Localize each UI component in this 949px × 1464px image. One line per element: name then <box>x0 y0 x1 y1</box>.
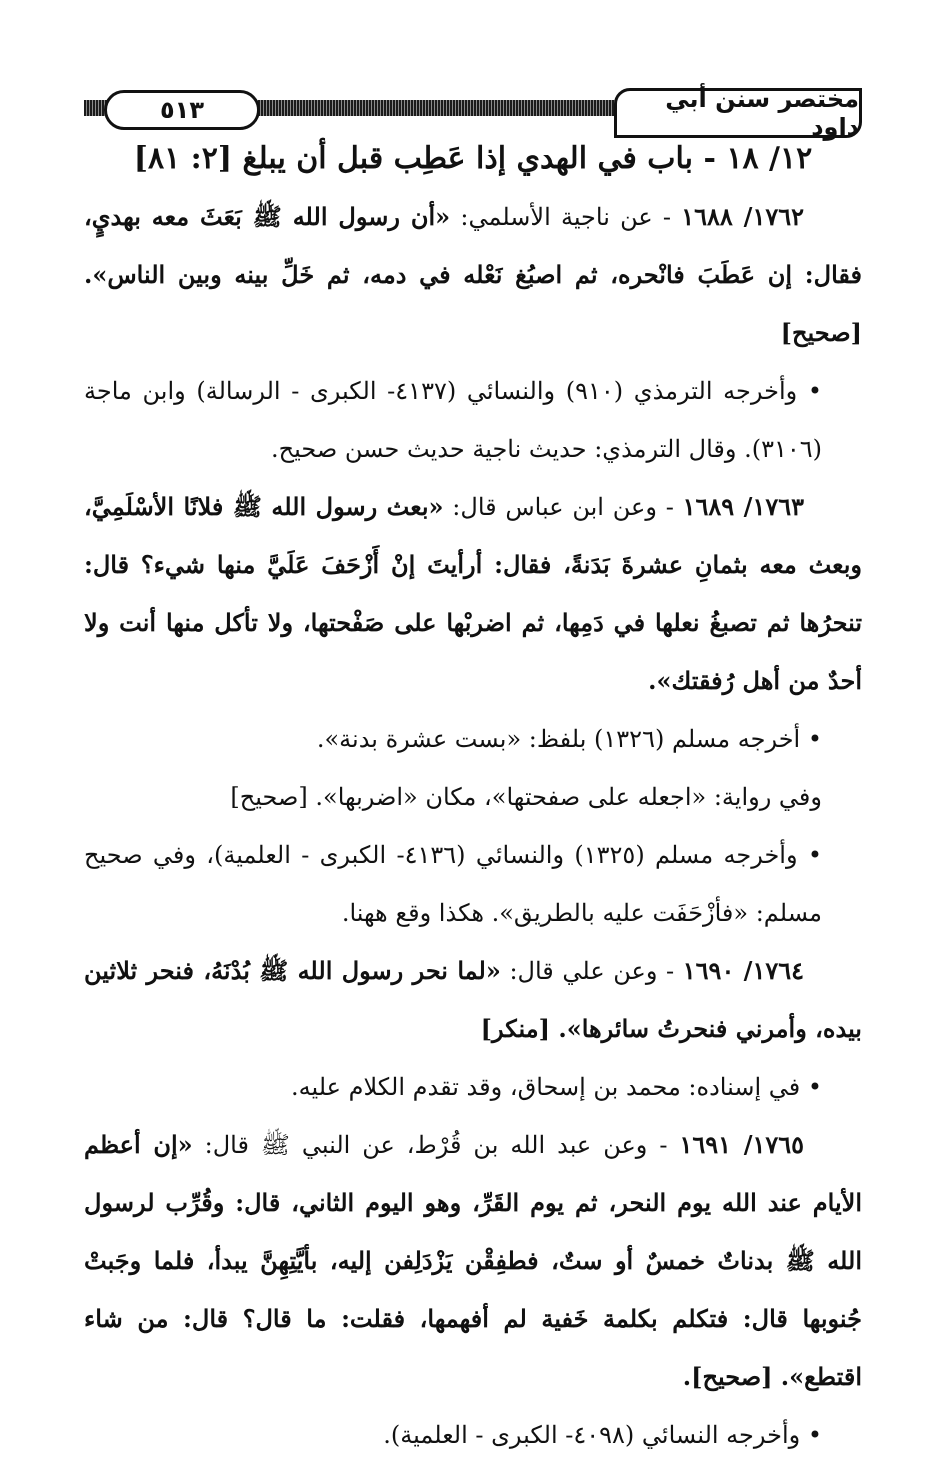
hadith-number: ١٧٦٥/ ١٦٩١ <box>679 1130 805 1159</box>
hadith-matn: «لما نحر رسول الله ﷺ بُدْنَهُ، فنحر ثلاثين بيده، وأمرني فنحرتُ سائرها». [منكر] <box>84 956 862 1043</box>
hadith-isnad: - وعن ابن عباس قال: <box>443 493 683 521</box>
hadith-note: • وأخرجه النسائي (٤٠٩٨- الكبرى - العلمية). <box>383 1421 822 1449</box>
book-title: مختصر سنن أبي داود <box>614 88 862 138</box>
page-number: ٥١٣ <box>104 90 260 130</box>
hadith-number: ١٧٦٣/ ١٦٨٩ <box>682 492 804 521</box>
hadith-number: ١٧٦٢/ ١٦٨٨ <box>681 202 805 231</box>
hadith-note: • أخرجه مسلم (١٣٢٦) بلفظ: «بست عشرة بدنة». <box>316 725 822 753</box>
hadith-note: • في إسناده: محمد بن إسحاق، وقد تقدم الكلام عليه. <box>290 1073 822 1101</box>
hadith-number: ١٧٦٤/ ١٦٩٠ <box>682 956 804 985</box>
page-body <box>84 134 862 1464</box>
hadith-1762 <box>84 188 862 362</box>
hadith-1763 <box>84 478 862 710</box>
hadith-1765 <box>84 1116 862 1406</box>
hadith-1764 <box>84 942 862 1058</box>
hadith-matn: «أن رسول الله ﷺ بَعَثَ معه بهديٍ، فقال: إن عَطَبَ فانْحره، ثم اصبُغ نَعْله في دمه، ثم خَلِّ بينه وبين الناس». [صحيح] <box>84 202 863 347</box>
hadith-note: • وأخرجه الترمذي (٩١٠) والنسائي (٤١٣٧- الكبرى - الرسالة) وابن ماجة (٣١٠٦). وقال الترمذي: حديث ناجية حديث حسن صحيح. <box>84 377 823 463</box>
hadith-isnad: - وعن عبد الله بن قُرْط، عن النبي ﷺ قال: <box>192 1131 680 1159</box>
chapter-heading: ١٢/ ١٨ - باب في الهدي إذا عَطِب قبل أن يبلغ [٢: ٨١] <box>133 141 813 176</box>
hadith-isnad: - وعن علي قال: <box>500 957 683 985</box>
hadith-note: وفي رواية: «اجعله على صفحتها»، مكان «اضربها». [صحيح] <box>230 783 822 811</box>
page-header <box>84 85 862 141</box>
hadith-isnad: - عن ناجية الأسلمي: <box>450 203 682 231</box>
hadith-matn: «بعث رسول الله ﷺ فلانًا الأسْلَمِيَّ، وبعث معه بثمانِ عشرةَ بَدَنةً، فقال: أرأيتَ إنْ أَزْحَفَ عَلَيَّ منها شيء؟ قال: تنحرُها ثم تصبغُ نعلها في دَمِها، ثم اضربْها على صَفْحتها، ولا تأكل منها أنت ولا أحدٌ من أهل رُفقتك». <box>84 492 862 695</box>
hadith-matn: «إن أعظم الأيام عند الله يوم النحر، ثم يوم القَرِّ، وهو اليوم الثاني، قال: وقُرِّب لرسول الله ﷺ بدناتٌ خمسٌ أو ستٌ، فطفِقْن يَزْدَلِفن إليه، بأيَّتِهِنَّ يبدأ، فلما وجَبتْ جُنوبها قال: فتكلم بكلمة خَفية لم أفهمها، فقلت: ما قال؟ قال: من شاء اقتطع». [صحيح]. <box>84 1130 862 1391</box>
hadith-note: • وأخرجه مسلم (١٣٢٥) والنسائي (٤١٣٦- الكبرى - العلمية)، وفي صحيح مسلم: «فأزْحَفَت عليه بالطريق». هكذا وقع ههنا. <box>84 841 823 927</box>
